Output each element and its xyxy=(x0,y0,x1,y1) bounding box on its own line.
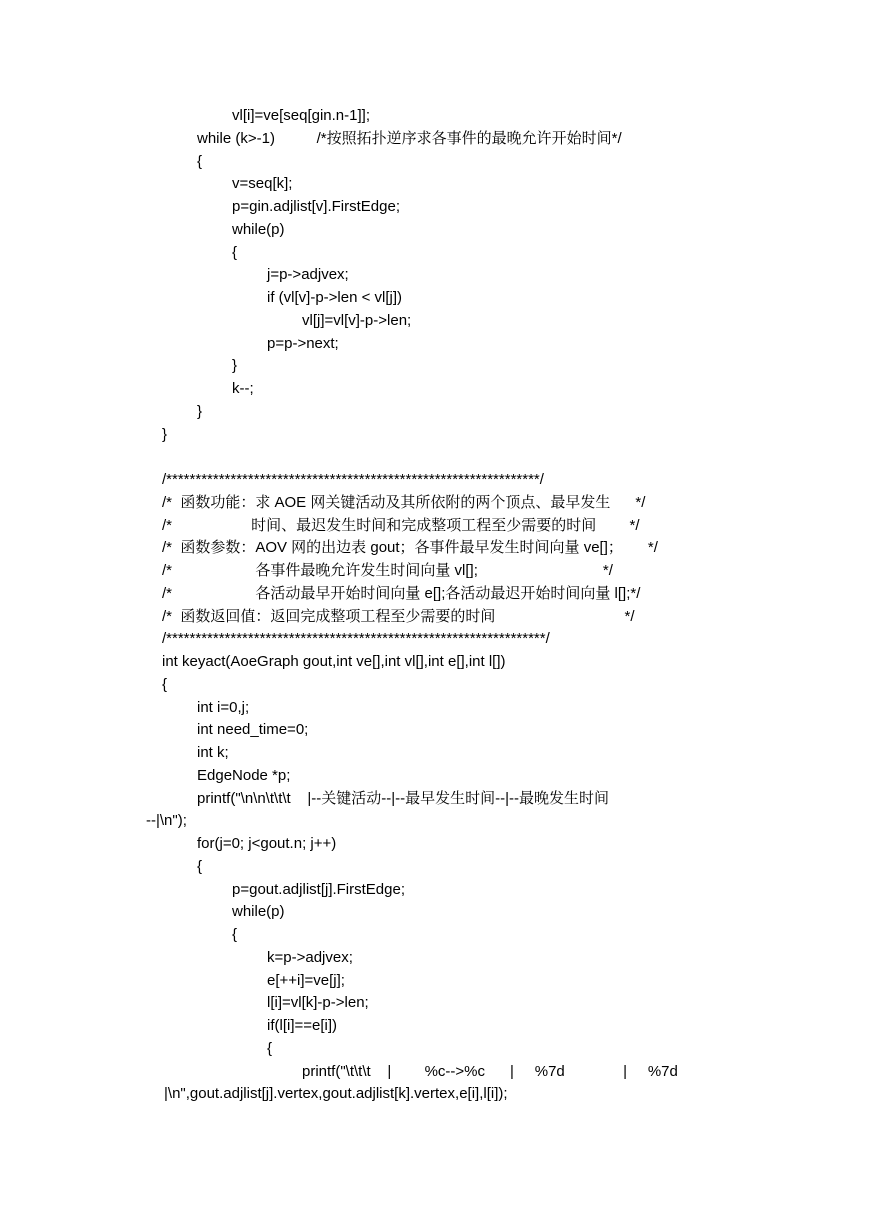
comment-line: /* 函数参数：AOV 网的出边表 gout；各事件最早发生时间向量 ve[]； */ xyxy=(162,539,658,557)
code-line: printf("\n\n\t\t\t |--关键活动--|--最早发生时间--|--最晚发生时间 xyxy=(197,789,610,807)
code-line: { xyxy=(232,243,238,261)
comment-line: /* 函数功能：求 AOE 网关键活动及其所依附的两个顶点、最早发生 */ xyxy=(162,493,646,511)
code-line: for(j=0; j<gout.n; j++) xyxy=(197,835,337,852)
code-line: e[++i]=ve[j]; xyxy=(267,971,345,989)
code-line: } xyxy=(197,402,203,420)
code-line: { xyxy=(197,857,203,875)
code-line: } xyxy=(162,425,168,443)
code-line: { xyxy=(232,926,238,943)
code-line: |\n",gout.adjlist[j].vertex,gout.adjlist[k].vertex,e[i],l[i]); xyxy=(164,1085,508,1103)
code-line: } xyxy=(232,357,238,375)
code-line: { xyxy=(267,1039,273,1057)
code-line: { xyxy=(162,675,168,693)
code-line: { xyxy=(197,152,203,170)
code-line: int need_time=0; xyxy=(197,721,309,739)
code-line: if (vl[v]-p->len < vl[j]) xyxy=(267,289,403,306)
code-line: p=gin.adjlist[v].FirstEdge; xyxy=(232,198,400,215)
code-line: p=gout.adjlist[j].FirstEdge; xyxy=(232,880,406,898)
code-line: j=p->adjvex; xyxy=(267,266,349,284)
comment-line: /* 时间、最迟发生时间和完成整项工程至少需要的时间 */ xyxy=(162,516,640,534)
code-line: p=p->next; xyxy=(267,334,339,352)
code-line: k--; xyxy=(232,380,254,397)
code-line: while(p) xyxy=(232,220,285,238)
code-line: if(l[i]==e[i]) xyxy=(267,1017,338,1034)
comment-line: /* 各活动最早开始时间向量 e[];各活动最迟开始时间向量 l[];*/ xyxy=(162,584,641,602)
code-line: k=p->adjvex; xyxy=(267,948,353,966)
code-line: while(p) xyxy=(232,903,285,921)
code-line: while (k>-1) /*按照拓扑逆序求各事件的最晚允许开始时间*/ xyxy=(197,129,622,147)
comment-line: /* 各事件最晚允许发生时间向量 vl[]; */ xyxy=(162,562,613,579)
code-line: vl[j]=vl[v]-p->len; xyxy=(302,311,412,329)
code-line: int keyact(AoeGraph gout,int ve[],int vl[],int e[],int l[]) xyxy=(162,653,506,670)
comment-line: /*****************************************************************/ xyxy=(162,630,550,648)
comment-line: /****************************************************************/ xyxy=(162,471,544,488)
comment-line: /* 函数返回值：返回完成整项工程至少需要的时间 */ xyxy=(162,607,635,625)
code-line: --|\n"); xyxy=(146,812,187,830)
code-line: v=seq[k]; xyxy=(232,175,293,193)
code-line: vl[i]=ve[seq[gin.n-1]]; xyxy=(232,107,370,124)
code-line: int i=0,j; xyxy=(197,698,250,716)
code-line: l[i]=vl[k]-p->len; xyxy=(267,994,369,1012)
code-line: int k; xyxy=(197,744,229,761)
code-line: EdgeNode *p; xyxy=(197,766,291,784)
code-line: printf("\t\t\t | %c-->%c | %7d | %7d xyxy=(302,1062,678,1080)
